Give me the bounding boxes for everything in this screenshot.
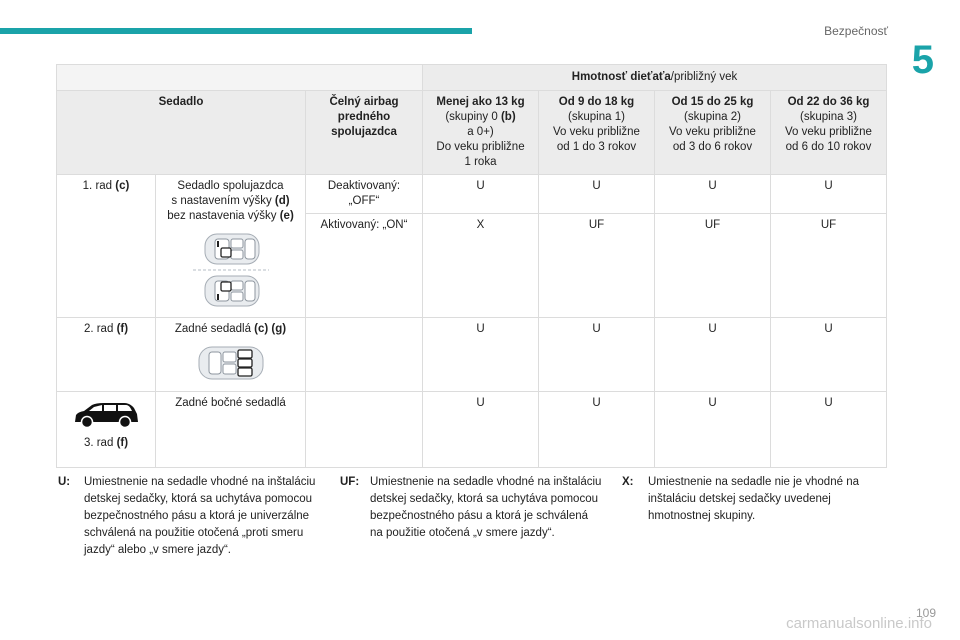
value-cell: UF (771, 214, 887, 318)
group-title: Menej ako 13 kg (436, 96, 525, 108)
weight-header (423, 65, 887, 91)
row-label-text: 1. rad (82, 180, 113, 192)
value-cell: U (655, 392, 771, 468)
table-row-third (57, 392, 887, 468)
row-label-second (57, 318, 156, 392)
empty-airbag-cell (306, 392, 423, 468)
seat-ref: (c) (g) (254, 323, 287, 335)
value-cell: U (539, 175, 655, 214)
seat-text-line (160, 194, 301, 209)
group-line: (skupina 3) (800, 111, 857, 123)
airbag-off-cell (306, 175, 423, 214)
value-cell: U (655, 318, 771, 392)
empty-airbag-cell (306, 318, 423, 392)
seat-ref: (e) (279, 210, 294, 222)
legend-x (622, 474, 884, 525)
legend-text: Umiestnenie na sedadle nie je vhodné na inštaláciu detskej sedačky uvedenej hmotnostnej skupiny. (648, 476, 859, 522)
row-label-text: 2. rad (83, 323, 114, 335)
legend-key: X: (622, 476, 634, 488)
row-label-front (57, 175, 156, 318)
value-cell: U (655, 175, 771, 214)
column-header-row (57, 91, 887, 175)
page-number: 109 (915, 606, 936, 620)
group-title: Od 22 do 36 kg (787, 96, 870, 108)
row-label-text: 3. rad (83, 437, 114, 449)
airbag-off-label: Deaktivovaný: (327, 180, 401, 192)
group-1-header (539, 91, 655, 175)
value-cell: U (423, 175, 539, 214)
front-seat-diagram-icon (193, 230, 269, 310)
chapter-number: 5 (911, 38, 934, 82)
value-cell: UF (655, 214, 771, 318)
seat-ref: (d) (274, 195, 290, 207)
group-line-ref: (b) (500, 111, 516, 123)
group-3-header (771, 91, 887, 175)
second-row-diagram-icon (195, 343, 267, 383)
chapter-accent-bar (0, 28, 472, 34)
row-label-third (57, 392, 156, 468)
value-cell: U (771, 392, 887, 468)
row-label-ref: (c) (115, 180, 130, 192)
seat-text-line (160, 209, 301, 224)
group-line: (skupina 1) (568, 111, 625, 123)
legend-u (58, 474, 320, 559)
airbag-on-cell: Aktivovaný: „ON“ (306, 214, 423, 318)
empty-header-cell (57, 65, 423, 91)
group-2-header (655, 91, 771, 175)
group-line: (skupina 2) (684, 111, 741, 123)
value-cell: U (423, 392, 539, 468)
value-cell: U (771, 175, 887, 214)
value-cell: U (539, 318, 655, 392)
group-0-header (423, 91, 539, 175)
group-line-text: (skupiny 0 (445, 111, 498, 123)
seat-description-third: Zadné bočné sedadlá (156, 392, 306, 468)
seat-description-front (156, 175, 306, 318)
group-age: od 3 do 6 rokov (672, 141, 753, 153)
group-age: od 6 do 10 rokov (785, 141, 872, 153)
value-cell: UF (539, 214, 655, 318)
value-cell: U (771, 318, 887, 392)
airbag-off-value: „OFF“ (348, 195, 380, 207)
weight-header-bold: Hmotnosť dieťaťa (571, 71, 671, 83)
seat-description-second (156, 318, 306, 392)
row-label-ref: (f) (116, 437, 129, 449)
weight-header-rest: /približný vek (670, 71, 738, 83)
group-line: a 0+) (467, 126, 494, 138)
row-label-ref: (f) (116, 323, 129, 335)
seat-text: bez nastavenia výšky (167, 210, 277, 222)
seat-column-header: Sedadlo (57, 91, 306, 175)
legend-key: U: (58, 476, 71, 488)
group-age: Vo veku približne (553, 126, 640, 138)
group-age: Do veku približne (436, 141, 525, 153)
group-line (427, 110, 534, 125)
seat-text: Sedadlo spolujazdca (177, 180, 284, 192)
child-seat-table (56, 64, 887, 468)
value-cell: X (423, 214, 539, 318)
legend-key: UF: (340, 476, 360, 488)
seat-text: s nastavením výšky (171, 195, 272, 207)
weight-header-row (57, 65, 887, 91)
watermark: carmanualsonline.info (786, 615, 932, 632)
legend-text: Umiestnenie na sedadle vhodné na inštaláciu detskej sedačky, ktorá sa uchytáva pomocou bezpečnostného pásu a ktorá je univerzálne schválená na použitie otočená „proti smeru jazdy“ alebo „v smere jazdy“. (84, 476, 316, 556)
section-title: Bezpečnosť (824, 24, 888, 38)
table-row-second (57, 318, 887, 392)
airbag-column-header: Čelný airbag predného spolujazdca (306, 91, 423, 175)
seat-text: Zadné sedadlá (174, 323, 251, 335)
table-row-front-off (57, 175, 887, 214)
group-title: Od 15 do 25 kg (671, 96, 754, 108)
group-age: 1 roka (464, 156, 497, 168)
legend-uf (340, 474, 602, 542)
group-title: Od 9 do 18 kg (558, 96, 635, 108)
group-age: od 1 do 3 rokov (556, 141, 637, 153)
car-side-icon (72, 400, 140, 430)
value-cell: U (539, 392, 655, 468)
group-age: Vo veku približne (669, 126, 756, 138)
legend-text: Umiestnenie na sedadle vhodné na inštaláciu detskej sedačky, ktorá sa uchytáva pomocou bezpečnostného pásu a ktorá je schválená na použitie otočená „v smere jazdy“. (370, 476, 602, 539)
value-cell: U (423, 318, 539, 392)
group-age: Vo veku približne (785, 126, 872, 138)
